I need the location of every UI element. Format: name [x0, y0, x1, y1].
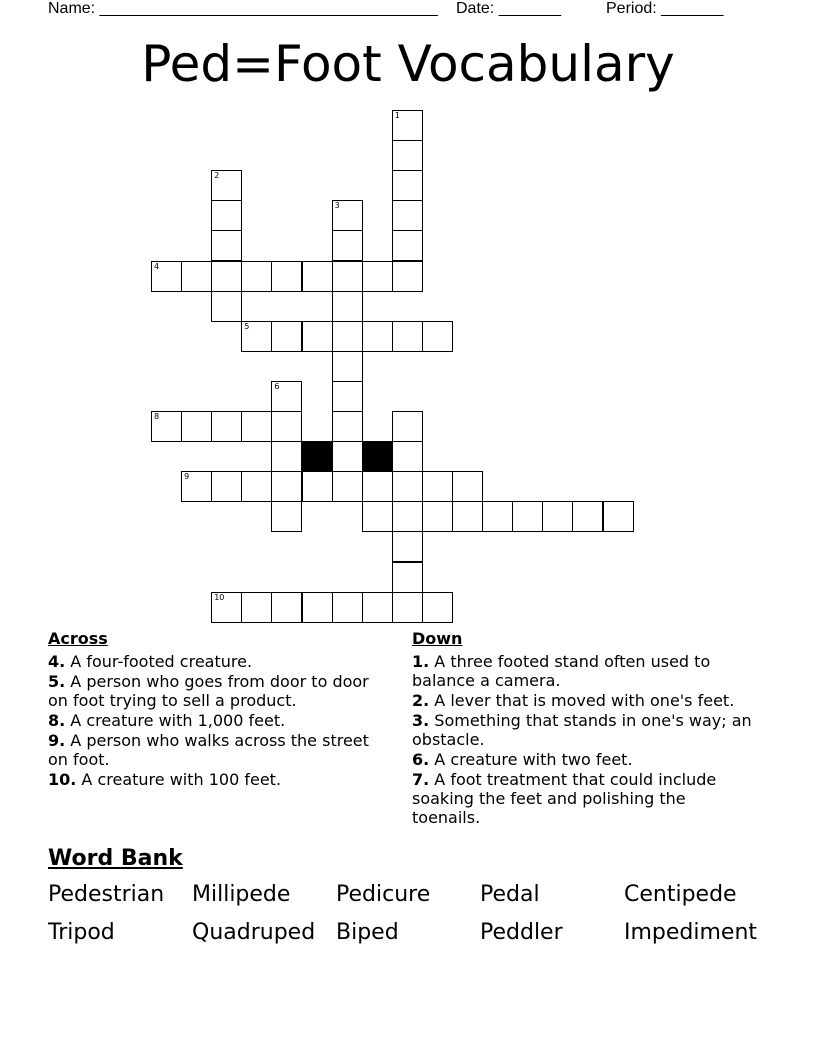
clue-number: 4.	[48, 652, 66, 671]
grid-cell[interactable]	[362, 592, 393, 623]
grid-cell[interactable]	[332, 200, 363, 231]
clue-number: 3	[334, 201, 340, 211]
down-clue-list	[412, 652, 752, 827]
grid-cell[interactable]	[271, 411, 302, 442]
grid-cell[interactable]	[271, 592, 302, 623]
grid-cell[interactable]	[452, 471, 483, 502]
grid-cell[interactable]	[211, 261, 242, 292]
grid-cell[interactable]	[241, 411, 272, 442]
grid-cell[interactable]	[392, 531, 423, 562]
grid-cell[interactable]	[422, 592, 453, 623]
grid-cell[interactable]	[181, 471, 212, 502]
grid-cell[interactable]	[482, 501, 513, 532]
across-heading: Across	[48, 629, 108, 648]
clue-number: 10.	[48, 770, 77, 789]
grid-cell[interactable]	[392, 110, 423, 141]
grid-cell[interactable]	[392, 441, 423, 472]
down-clue	[412, 652, 752, 690]
clue-number: 2	[214, 171, 220, 181]
grid-cell[interactable]	[332, 592, 363, 623]
clue-text: Something that stands in one's way; an obstacle.	[412, 711, 752, 749]
grid-cell[interactable]	[271, 321, 302, 352]
clue-number: 8	[154, 412, 160, 421]
across-clue-list	[48, 652, 388, 789]
grid-cell[interactable]	[181, 261, 212, 292]
down-clue	[412, 711, 752, 749]
grid-cell[interactable]	[241, 321, 272, 352]
clue-text: A person who walks across the street on foot.	[48, 731, 369, 769]
grid-cell[interactable]	[241, 471, 272, 502]
clue-number: 7.	[412, 770, 430, 789]
clue-text: A creature with 100 feet.	[76, 770, 282, 789]
word-bank-word: Centipede	[624, 882, 737, 907]
grid-cell[interactable]	[332, 230, 363, 261]
clue-number: 5	[244, 321, 250, 331]
grid-block	[362, 441, 393, 472]
word-bank-word: Millipede	[192, 882, 291, 907]
clue-text: A lever that is moved with one's feet.	[429, 691, 735, 710]
grid-cell[interactable]	[332, 441, 363, 472]
grid-cell[interactable]	[211, 411, 242, 442]
clue-number: 1	[394, 111, 400, 120]
clue-text: A person who goes from door to door on foot trying to sell a product.	[48, 672, 369, 710]
grid-cell[interactable]	[302, 261, 333, 292]
grid-cell[interactable]	[392, 261, 423, 292]
grid-cell[interactable]	[302, 592, 333, 623]
grid-cell[interactable]	[332, 351, 363, 382]
across-clue	[48, 711, 388, 730]
grid-cell[interactable]	[211, 592, 242, 623]
clue-number: 6.	[412, 750, 430, 769]
grid-cell[interactable]	[542, 501, 573, 532]
grid-cell[interactable]	[392, 170, 423, 201]
grid-block	[302, 441, 333, 472]
grid-cell[interactable]	[392, 200, 423, 231]
grid-cell[interactable]	[332, 261, 363, 292]
name-field-label[interactable]: Name: ______________________________________	[48, 0, 438, 17]
word-bank-word: Impediment	[624, 920, 758, 945]
date-field-label[interactable]: Date: _______	[456, 0, 561, 17]
clue-number: 9	[184, 472, 190, 482]
grid-cell[interactable]	[332, 321, 363, 352]
word-bank-word: Quadruped	[192, 920, 316, 945]
grid-cell[interactable]	[181, 411, 212, 442]
grid-cell[interactable]	[392, 592, 423, 623]
period-field-label[interactable]: Period: _______	[606, 0, 724, 17]
grid-cell[interactable]	[603, 501, 634, 532]
grid-cell[interactable]	[151, 261, 182, 292]
grid-cell[interactable]	[362, 321, 393, 352]
page-title: Ped=Foot Vocabulary	[141, 35, 675, 93]
grid-cell[interactable]	[332, 381, 363, 412]
grid-cell[interactable]	[211, 200, 242, 231]
grid-cell[interactable]	[271, 471, 302, 502]
grid-cell[interactable]	[422, 471, 453, 502]
grid-cell[interactable]	[332, 411, 363, 442]
grid-cell[interactable]	[271, 501, 302, 532]
clue-text: A creature with two feet.	[429, 750, 633, 769]
clue-number: 2.	[412, 691, 430, 710]
grid-cell[interactable]	[392, 471, 423, 502]
grid-cell[interactable]	[211, 291, 242, 322]
down-clue	[412, 770, 752, 827]
grid-cell[interactable]	[392, 501, 423, 532]
across-clue	[48, 731, 388, 769]
grid-cell[interactable]	[271, 381, 302, 412]
down-clue	[412, 691, 752, 710]
clue-text: A foot treatment that could include soaking the feet and polishing the toenails.	[412, 770, 717, 827]
word-bank-word: Tripod	[48, 920, 115, 945]
clue-number: 8.	[48, 711, 66, 730]
grid-cell[interactable]	[211, 170, 242, 201]
clue-text: A creature with 1,000 feet.	[65, 711, 286, 730]
grid-cell[interactable]	[392, 230, 423, 261]
clue-number: 5.	[48, 672, 66, 691]
grid-cell[interactable]	[452, 501, 483, 532]
across-clues	[48, 628, 388, 790]
across-clue	[48, 770, 388, 789]
clue-number: 9.	[48, 731, 66, 750]
grid-cell[interactable]	[422, 321, 453, 352]
clue-number: 4	[154, 261, 160, 271]
grid-cell[interactable]	[211, 471, 242, 502]
grid-cell[interactable]	[392, 411, 423, 442]
grid-cell[interactable]	[241, 592, 272, 623]
grid-cell[interactable]	[332, 291, 363, 322]
word-bank-word: Peddler	[480, 920, 563, 945]
grid-cell[interactable]	[302, 471, 333, 502]
grid-cell[interactable]	[302, 321, 333, 352]
clue-number: 1.	[412, 652, 430, 671]
grid-cell[interactable]	[211, 230, 242, 261]
word-bank-heading: Word Bank	[48, 846, 183, 871]
grid-cell[interactable]	[271, 441, 302, 472]
grid-cell[interactable]	[241, 261, 272, 292]
grid-cell[interactable]	[151, 411, 182, 442]
word-bank-word: Pedestrian	[48, 882, 165, 907]
clue-number: 3.	[412, 711, 430, 730]
clue-text: A three footed stand often used to balance a camera.	[412, 652, 711, 690]
grid-cell[interactable]	[392, 321, 423, 352]
word-bank-word: Pedal	[480, 882, 540, 907]
grid-cell[interactable]	[392, 562, 423, 593]
down-clue	[412, 750, 752, 769]
clue-number: 10	[214, 592, 225, 602]
grid-cell[interactable]	[362, 261, 393, 292]
word-bank-word: Pedicure	[336, 882, 431, 907]
down-heading: Down	[412, 629, 463, 648]
down-clues	[412, 628, 752, 828]
grid-cell[interactable]	[362, 471, 393, 502]
clue-text: A four-footed creature.	[65, 652, 253, 671]
grid-cell[interactable]	[332, 471, 363, 502]
grid-cell[interactable]	[572, 501, 603, 532]
across-clue	[48, 652, 388, 671]
grid-cell[interactable]	[392, 140, 423, 171]
clue-number: 6	[274, 381, 280, 391]
across-clue	[48, 672, 388, 710]
grid-cell[interactable]	[271, 261, 302, 292]
word-bank-word: Biped	[336, 920, 399, 945]
grid-cell[interactable]	[512, 501, 543, 532]
grid-cell[interactable]	[422, 501, 453, 532]
grid-cell[interactable]	[362, 501, 393, 532]
